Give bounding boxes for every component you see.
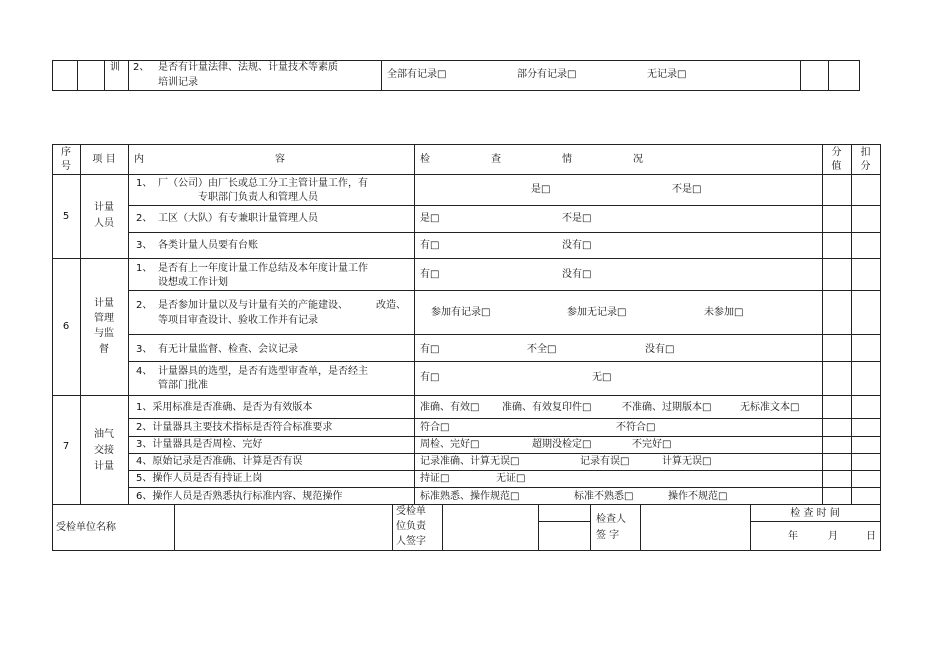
section-6-item-2: 管理	[94, 313, 114, 324]
row-number: 2、	[136, 213, 153, 224]
header-check-3: 情	[562, 154, 572, 165]
row-number: 1、	[136, 178, 153, 189]
row-content: 是否有上一年度计量工作总结及本年度计量工作	[158, 263, 368, 274]
header-seq: 序	[61, 147, 71, 158]
header-check-4: 况	[633, 154, 643, 165]
option-participated-recorded: 参加有记录□	[431, 307, 491, 318]
section-7-item-2: 交接	[94, 445, 114, 456]
top-item-label: 训	[110, 62, 120, 73]
option-yes: 有□	[420, 240, 440, 251]
top-row-number: 2、	[133, 62, 150, 73]
section-6-item-3: 与监	[94, 328, 114, 339]
top-option-no-records: 无记录□	[647, 69, 687, 80]
inspected-unit-name-field[interactable]	[175, 505, 391, 549]
header-content-2: 容	[275, 154, 285, 165]
option-noncompliant: 不符合□	[616, 422, 656, 433]
option-yes: 是□	[420, 213, 440, 224]
header-deduct-2: 分	[860, 161, 871, 172]
row-content: 是否参加计量以及与计量有关的产能建设、	[158, 300, 348, 311]
inspector-signature-field[interactable]	[641, 505, 749, 549]
section-6-item: 计量	[94, 298, 114, 309]
row-content: 计量器具的选型，是否有选型审查单，是否经主	[158, 366, 368, 377]
option-incomplete: 不全□	[527, 344, 557, 355]
option-no-standard: 无标准文本□	[740, 402, 800, 413]
row-content: 1、采用标准是否准确、是否为有效版本	[136, 402, 313, 413]
row-content-cont: 等项目审查设计、验收工作并有记录	[158, 315, 318, 326]
row-content-tail: 改造、	[376, 300, 406, 311]
section-6-number: 6	[62, 321, 70, 332]
option-calc-ok: 计算无误□	[662, 456, 712, 467]
header-score: 分	[831, 147, 842, 158]
section-7-item: 油气	[94, 429, 114, 440]
day-label: 日	[866, 531, 876, 542]
option-standard-unfamiliar: 标准不熟悉□	[574, 491, 634, 502]
unit-head-signature-label-2: 位负责	[396, 521, 426, 532]
inspected-unit-name-label: 受检单位名称	[56, 522, 116, 533]
row-content: 2、计量器具主要技术指标是否符合标准要求	[136, 422, 333, 433]
option-no: 无□	[592, 372, 612, 383]
row-content-cont: 管部门批准	[158, 380, 208, 391]
row-number: 3、	[136, 240, 153, 251]
option-yes: 是□	[531, 184, 551, 195]
option-participated-unrecorded: 参加无记录□	[567, 307, 627, 318]
top-row-content: 是否有计量法律、法规、计量技术等素质	[158, 62, 338, 73]
row-content-cont: 设想或工作计划	[158, 277, 228, 288]
row-content: 4、原始记录是否准确、计算是否有误	[136, 456, 303, 467]
section-5-number: 5	[62, 211, 70, 222]
option-compliant: 符合□	[420, 422, 450, 433]
top-row-content-cont: 培训记录	[158, 77, 198, 88]
option-yes: 有□	[420, 344, 440, 355]
row-content: 厂（公司）由厂长或总工分工主管计量工作，有	[158, 178, 368, 189]
header-content: 内	[134, 154, 144, 165]
option-standard-familiar: 标准熟悉、操作规范□	[420, 491, 520, 502]
option-yes: 有□	[420, 269, 440, 280]
unit-head-signature-label-3: 人签字	[396, 536, 426, 547]
option-no: 不是□	[562, 213, 592, 224]
top-option-partial-records: 部分有记录□	[517, 69, 577, 80]
inspector-signature-label-2: 签 字	[596, 530, 620, 541]
option-no: 不是□	[672, 184, 702, 195]
option-yes: 有□	[420, 372, 440, 383]
unit-head-signature-label: 受检单	[396, 506, 426, 517]
row-number: 2、	[136, 300, 153, 311]
inspection-time-label: 检 查 时 间	[790, 508, 840, 519]
year-label: 年	[788, 531, 798, 542]
option-uncertified: 无证□	[496, 473, 526, 484]
option-record-error: 记录有误□	[580, 456, 630, 467]
row-content: 6、操作人员是否熟悉执行标准内容、规范操作	[136, 491, 343, 502]
unit-head-signature-field[interactable]	[443, 505, 537, 549]
header-check-2: 查	[491, 154, 501, 165]
option-valid-copy: 准确、有效复印件□	[502, 402, 592, 413]
option-inspected: 周检、完好□	[420, 439, 480, 450]
option-no: 没有□	[645, 344, 675, 355]
row-content: 工区（大队）有专兼职计量管理人员	[158, 213, 318, 224]
section-5-item: 计量	[94, 202, 114, 213]
option-certified: 持证□	[420, 473, 450, 484]
row-content-cont: 专职部门负责人和管理人员	[198, 192, 318, 203]
month-label: 月	[828, 531, 838, 542]
section-5-item-2: 人员	[94, 218, 114, 229]
top-option-all-records: 全部有记录□	[387, 69, 447, 80]
row-content: 各类计量人员要有台账	[158, 240, 258, 251]
row-content: 有无计量监督、检查、会议记录	[158, 344, 298, 355]
header-score-2: 值	[831, 161, 842, 172]
row-content: 5、操作人员是否有持证上岗	[136, 473, 263, 484]
row-content: 3、计量器具是否周检、完好	[136, 439, 263, 450]
section-6-item-4: 督	[99, 344, 109, 355]
header-item: 项 目	[92, 154, 116, 165]
option-not-participated: 未参加□	[704, 307, 744, 318]
option-valid: 准确、有效□	[420, 402, 480, 413]
header-check: 检	[420, 154, 430, 165]
header-deduct: 扣	[860, 147, 871, 158]
row-number: 3、	[136, 344, 153, 355]
option-expired: 不准确、过期版本□	[622, 402, 712, 413]
header-seq-2: 号	[61, 161, 71, 172]
row-number: 4、	[136, 366, 153, 377]
option-accurate: 记录准确、计算无误□	[420, 456, 520, 467]
option-defective: 不完好□	[632, 439, 672, 450]
option-no: 没有□	[562, 269, 592, 280]
option-nonstandard-operation: 操作不规范□	[668, 491, 728, 502]
section-7-item-3: 计量	[94, 461, 114, 472]
option-no: 没有□	[562, 240, 592, 251]
row-number: 1、	[136, 263, 153, 274]
inspector-signature-label: 检查人	[596, 514, 626, 525]
option-overdue: 超期没检定□	[532, 439, 592, 450]
section-7-number: 7	[62, 441, 70, 452]
